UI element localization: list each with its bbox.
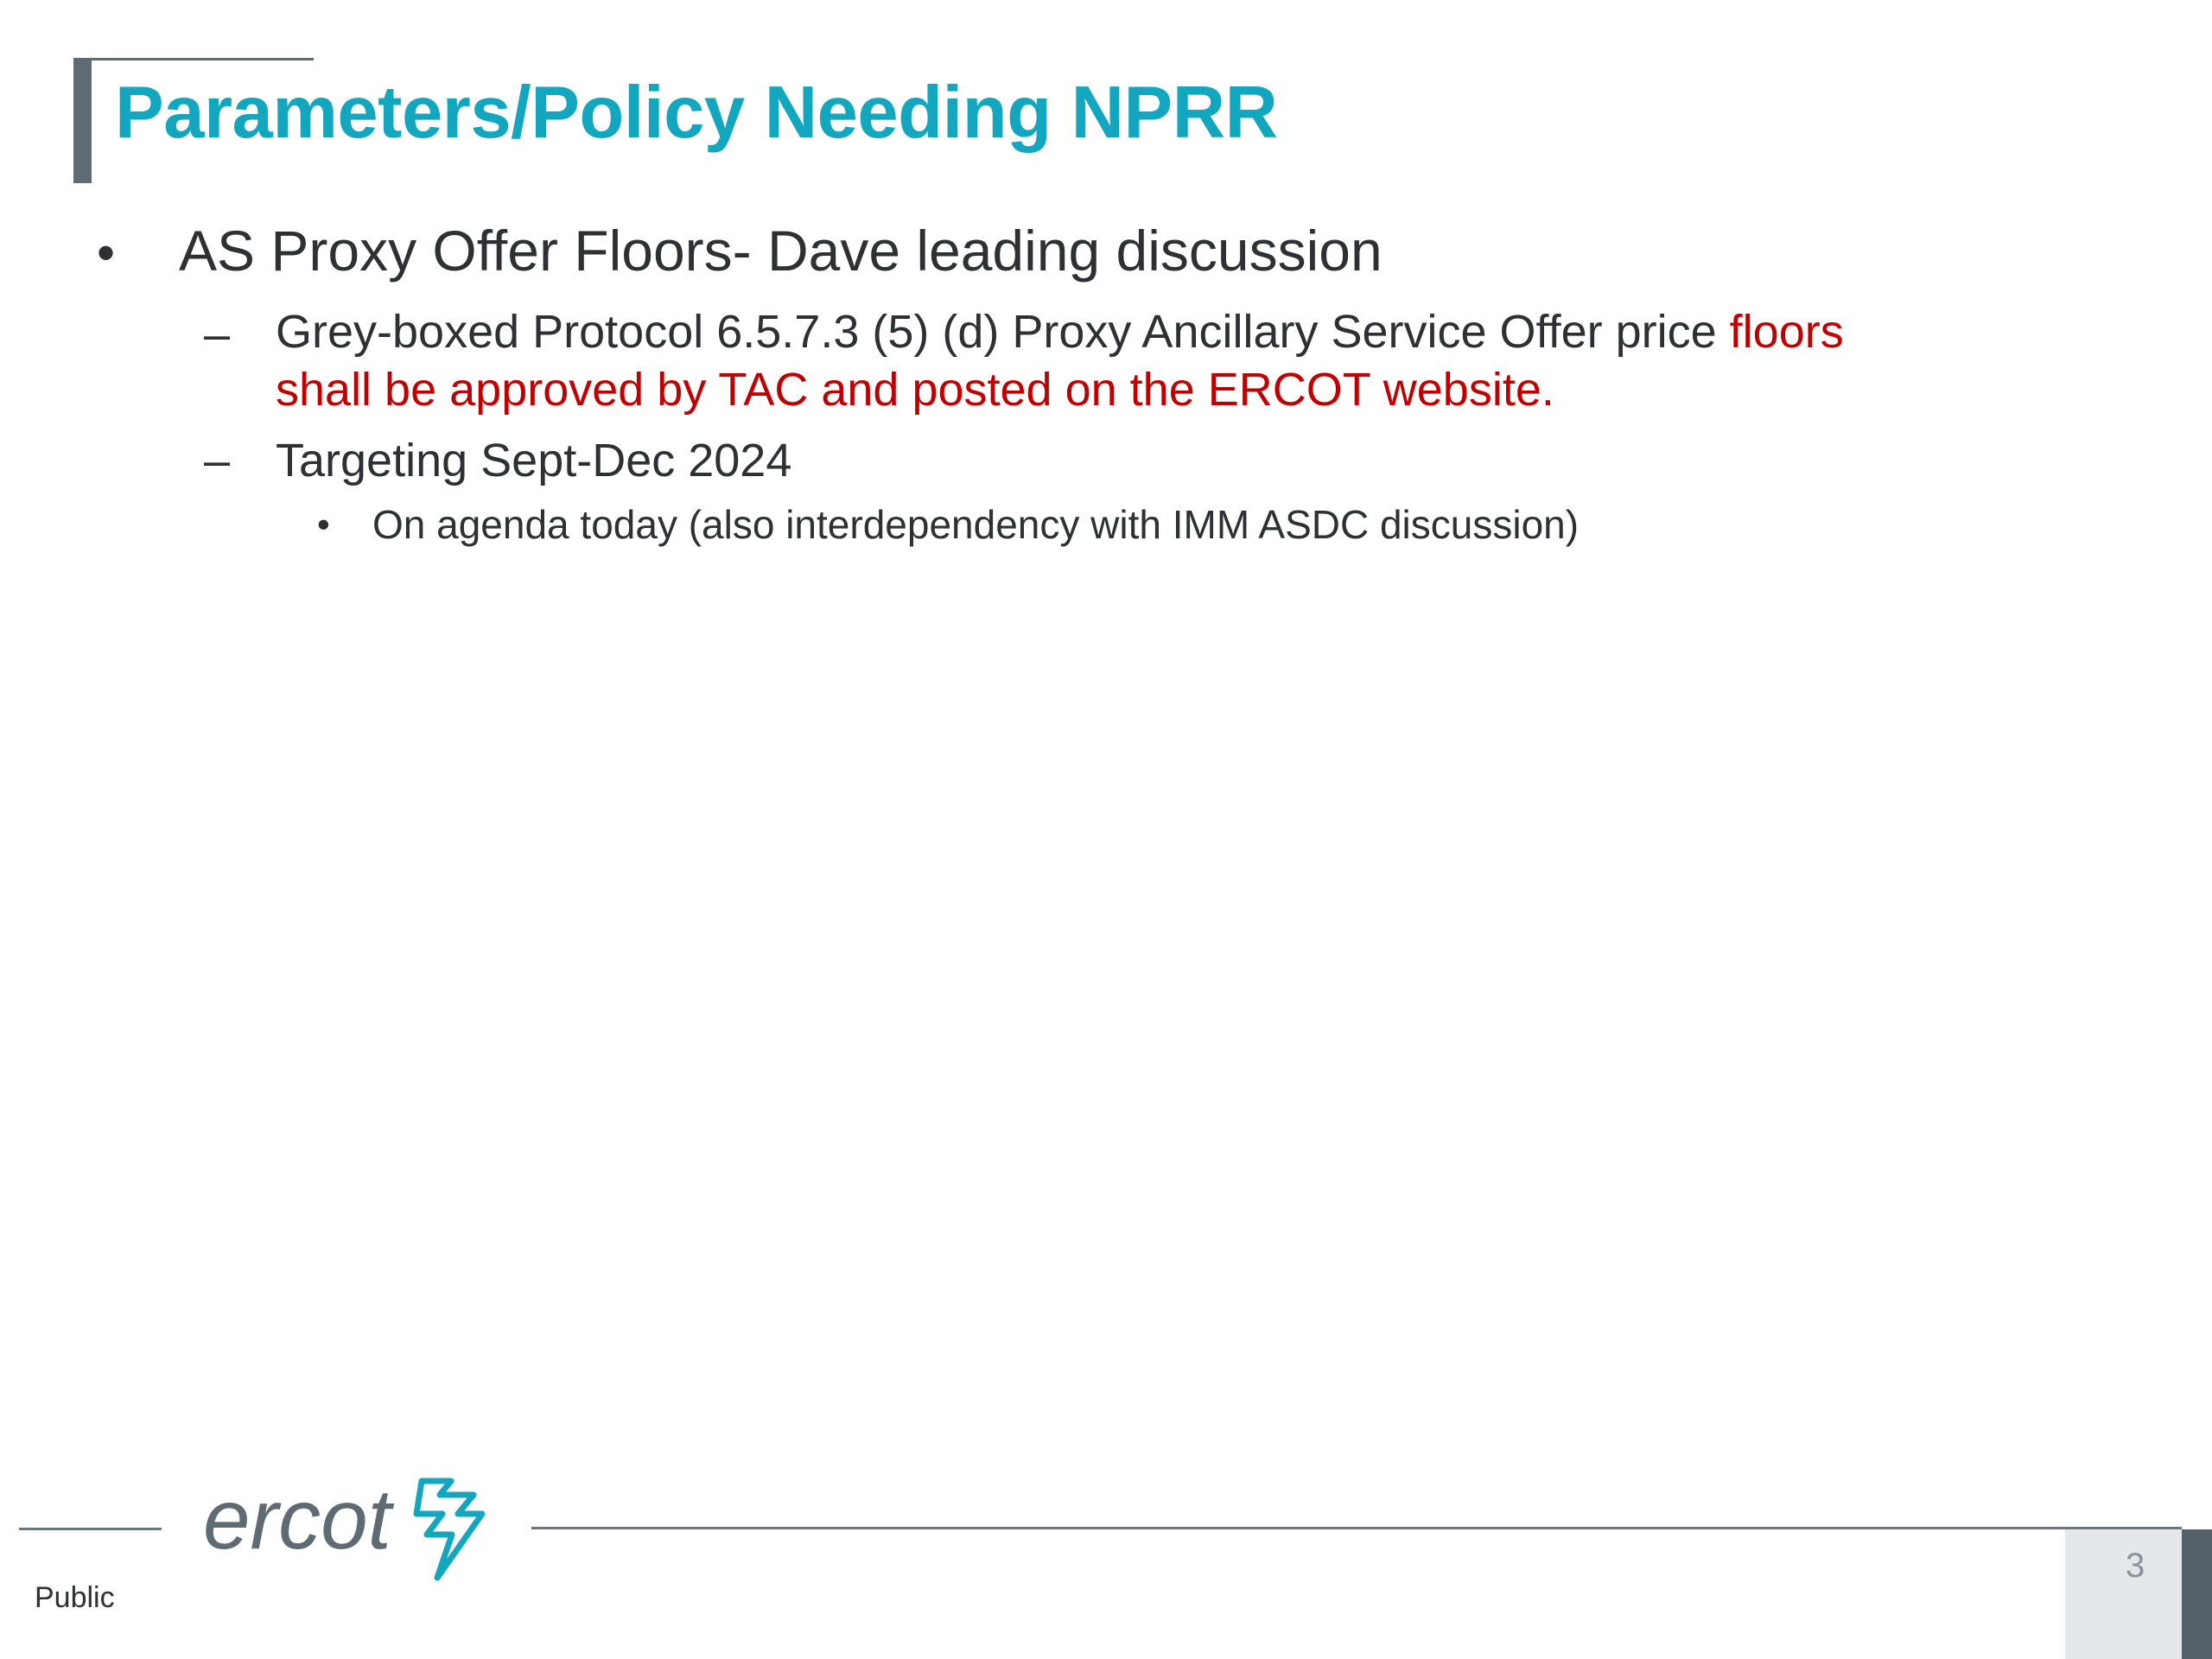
- sub-bullet-2-text: Targeting Sept-Dec 2024: [276, 435, 792, 486]
- footer-divider-left: [19, 1528, 162, 1530]
- sub-bullet-1-line-2: shall be approved by TAC and posted on the ERCOT website.: [276, 364, 1554, 416]
- title-accent-bar: [73, 58, 92, 183]
- sub-sub-bullet-text: On agenda today (also interdependency with IMM ASDC discussion): [372, 502, 1580, 547]
- lightning-bolt-icon: [416, 1481, 482, 1578]
- page-number-box: [2065, 1529, 2182, 1659]
- sub-bullet-1-line-1: [276, 305, 1844, 359]
- ercot-logo: [199, 1469, 497, 1581]
- ercot-logo-wordmark: ercot: [203, 1471, 391, 1567]
- sub-sub-bullet-mark: •: [317, 504, 330, 544]
- bullet-mark: •: [97, 224, 116, 282]
- footer-divider-right: [531, 1527, 2182, 1529]
- slide-title: Parameters/Policy Needing NPRR: [115, 72, 1278, 154]
- bullet-level1-text: AS Proxy Offer Floors- Dave leading discussion: [179, 219, 1382, 283]
- classification-label: Public: [35, 1581, 115, 1614]
- sub-bullet-mark: –: [204, 435, 231, 486]
- page-number: 3: [2126, 1547, 2145, 1585]
- title-accent-line: [73, 58, 314, 60]
- sub-bullet-mark: –: [204, 308, 231, 360]
- sub-bullet-1-normal-text: Grey-boxed Protocol 6.5.7.3 (5) (d) Proxy Ancillary Service Offer price: [276, 306, 1730, 358]
- sub-bullet-1-red-text-start: floors: [1729, 306, 1844, 358]
- page-number-edge: [2182, 1529, 2212, 1659]
